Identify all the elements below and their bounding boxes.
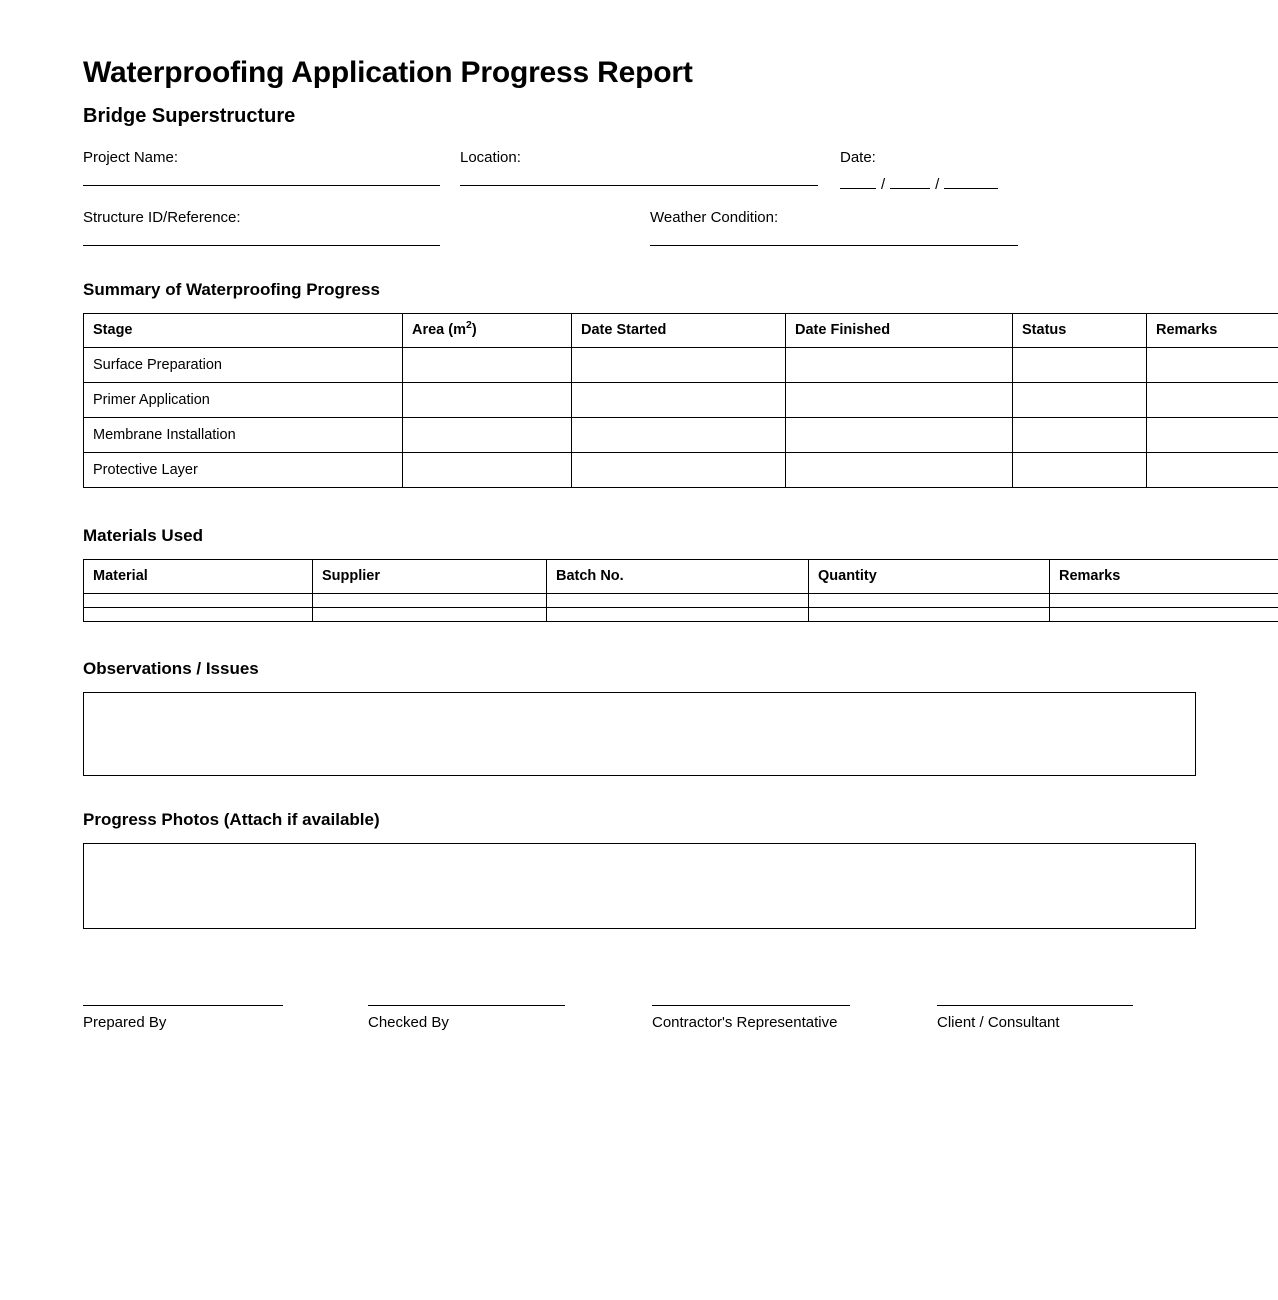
materials-cell-batch-no[interactable] [547,607,809,621]
materials-cell-material[interactable] [84,593,313,607]
summary-table [83,313,1278,488]
date-label: Date: [840,148,876,166]
progress-photos-attachment-area[interactable] [83,843,1196,929]
structure-id-input[interactable] [83,245,440,246]
summary-cell-status[interactable] [1013,452,1147,487]
signature-row [83,1005,1196,1065]
date-inputs[interactable] [840,175,1090,194]
signature-block-contractor-representative[interactable] [652,1005,850,1032]
signature-label-checked-by: Checked By [368,1013,449,1031]
materials-cell-quantity[interactable] [809,607,1050,621]
summary-cell-date-started[interactable] [572,382,786,417]
location-input[interactable] [460,185,818,186]
date-year-input[interactable] [944,175,998,189]
materials-col-remarks: Remarks [1050,559,1278,593]
materials-cell-remarks[interactable] [1050,593,1278,607]
table-row [84,607,1278,621]
page-title: Waterproofing Application Progress Report [83,56,693,89]
signature-block-client-consultant[interactable] [937,1005,1133,1032]
summary-cell-stage: Surface Preparation [84,347,403,382]
summary-cell-date-finished[interactable] [786,382,1013,417]
date-day-input[interactable] [840,175,876,189]
summary-col-area-prefix: Area (m [412,322,466,338]
weather-condition-field[interactable] [650,209,1018,246]
materials-header-row [84,559,1278,593]
summary-col-area [403,313,572,347]
location-field[interactable] [460,149,818,186]
table-row [84,593,1278,607]
materials-cell-quantity[interactable] [809,593,1050,607]
date-separator-2: / [935,175,940,193]
materials-col-quantity: Quantity [809,559,1050,593]
signature-label-client-consultant: Client / Consultant [937,1013,1060,1031]
summary-col-area-superscript: 2 [466,320,472,332]
weather-condition-label: Weather Condition: [650,208,779,226]
summary-cell-date-finished[interactable] [786,347,1013,382]
materials-cell-batch-no[interactable] [547,593,809,607]
signature-block-prepared-by[interactable] [83,1005,283,1032]
signature-line-client-consultant[interactable] [937,1005,1133,1006]
summary-col-remarks: Remarks [1147,313,1278,347]
signature-label-contractor-representative: Contractor's Representative [652,1013,838,1031]
signature-label-prepared-by: Prepared By [83,1013,167,1031]
summary-cell-date-started[interactable] [572,452,786,487]
summary-col-status: Status [1013,313,1147,347]
table-row [84,382,1278,417]
observations-heading: Observations / Issues [83,658,259,678]
summary-cell-stage: Protective Layer [84,452,403,487]
materials-table [83,559,1278,622]
table-row [84,452,1278,487]
summary-cell-date-started[interactable] [572,417,786,452]
page-subtitle: Bridge Superstructure [83,104,296,127]
summary-cell-stage: Primer Application [84,382,403,417]
materials-cell-supplier[interactable] [313,607,547,621]
signature-line-checked-by[interactable] [368,1005,565,1006]
summary-col-area-suffix: ) [471,322,477,338]
summary-cell-area[interactable] [403,347,572,382]
summary-col-date-finished: Date Finished [786,313,1013,347]
materials-cell-supplier[interactable] [313,593,547,607]
progress-photos-heading: Progress Photos (Attach if available) [83,809,380,829]
date-month-input[interactable] [890,175,930,189]
materials-cell-remarks[interactable] [1050,607,1278,621]
summary-cell-status[interactable] [1013,382,1147,417]
table-row [84,417,1278,452]
summary-cell-date-started[interactable] [572,347,786,382]
meta-row-2 [83,209,1196,271]
materials-col-batch-no: Batch No. [547,559,809,593]
weather-condition-input[interactable] [650,245,1018,246]
summary-cell-remarks[interactable] [1147,347,1278,382]
project-name-input[interactable] [83,185,440,186]
materials-cell-material[interactable] [84,607,313,621]
signature-line-prepared-by[interactable] [83,1005,283,1006]
summary-header-row [84,313,1278,347]
summary-cell-date-finished[interactable] [786,417,1013,452]
document-content [83,0,1218,1065]
meta-row-1 [83,149,1196,211]
summary-cell-date-finished[interactable] [786,452,1013,487]
summary-col-stage: Stage [84,313,403,347]
observations-textarea[interactable] [83,692,1196,776]
summary-col-date-started: Date Started [572,313,786,347]
summary-cell-remarks[interactable] [1147,417,1278,452]
summary-cell-area[interactable] [403,452,572,487]
summary-cell-area[interactable] [403,417,572,452]
structure-id-label: Structure ID/Reference: [83,208,241,226]
project-name-field[interactable] [83,149,440,186]
date-separator-1: / [881,175,886,193]
location-label: Location: [460,148,521,166]
table-row [84,347,1278,382]
summary-cell-remarks[interactable] [1147,382,1278,417]
summary-cell-stage: Membrane Installation [84,417,403,452]
signature-line-contractor-representative[interactable] [652,1005,850,1006]
materials-col-material: Material [84,559,313,593]
structure-id-field[interactable] [83,209,440,246]
summary-cell-remarks[interactable] [1147,452,1278,487]
date-field[interactable] [840,149,1090,194]
summary-heading: Summary of Waterproofing Progress [83,279,380,299]
materials-col-supplier: Supplier [313,559,547,593]
materials-heading: Materials Used [83,525,203,545]
summary-cell-area[interactable] [403,382,572,417]
signature-block-checked-by[interactable] [368,1005,565,1032]
summary-cell-status[interactable] [1013,347,1147,382]
summary-cell-status[interactable] [1013,417,1147,452]
project-name-label: Project Name: [83,148,179,166]
